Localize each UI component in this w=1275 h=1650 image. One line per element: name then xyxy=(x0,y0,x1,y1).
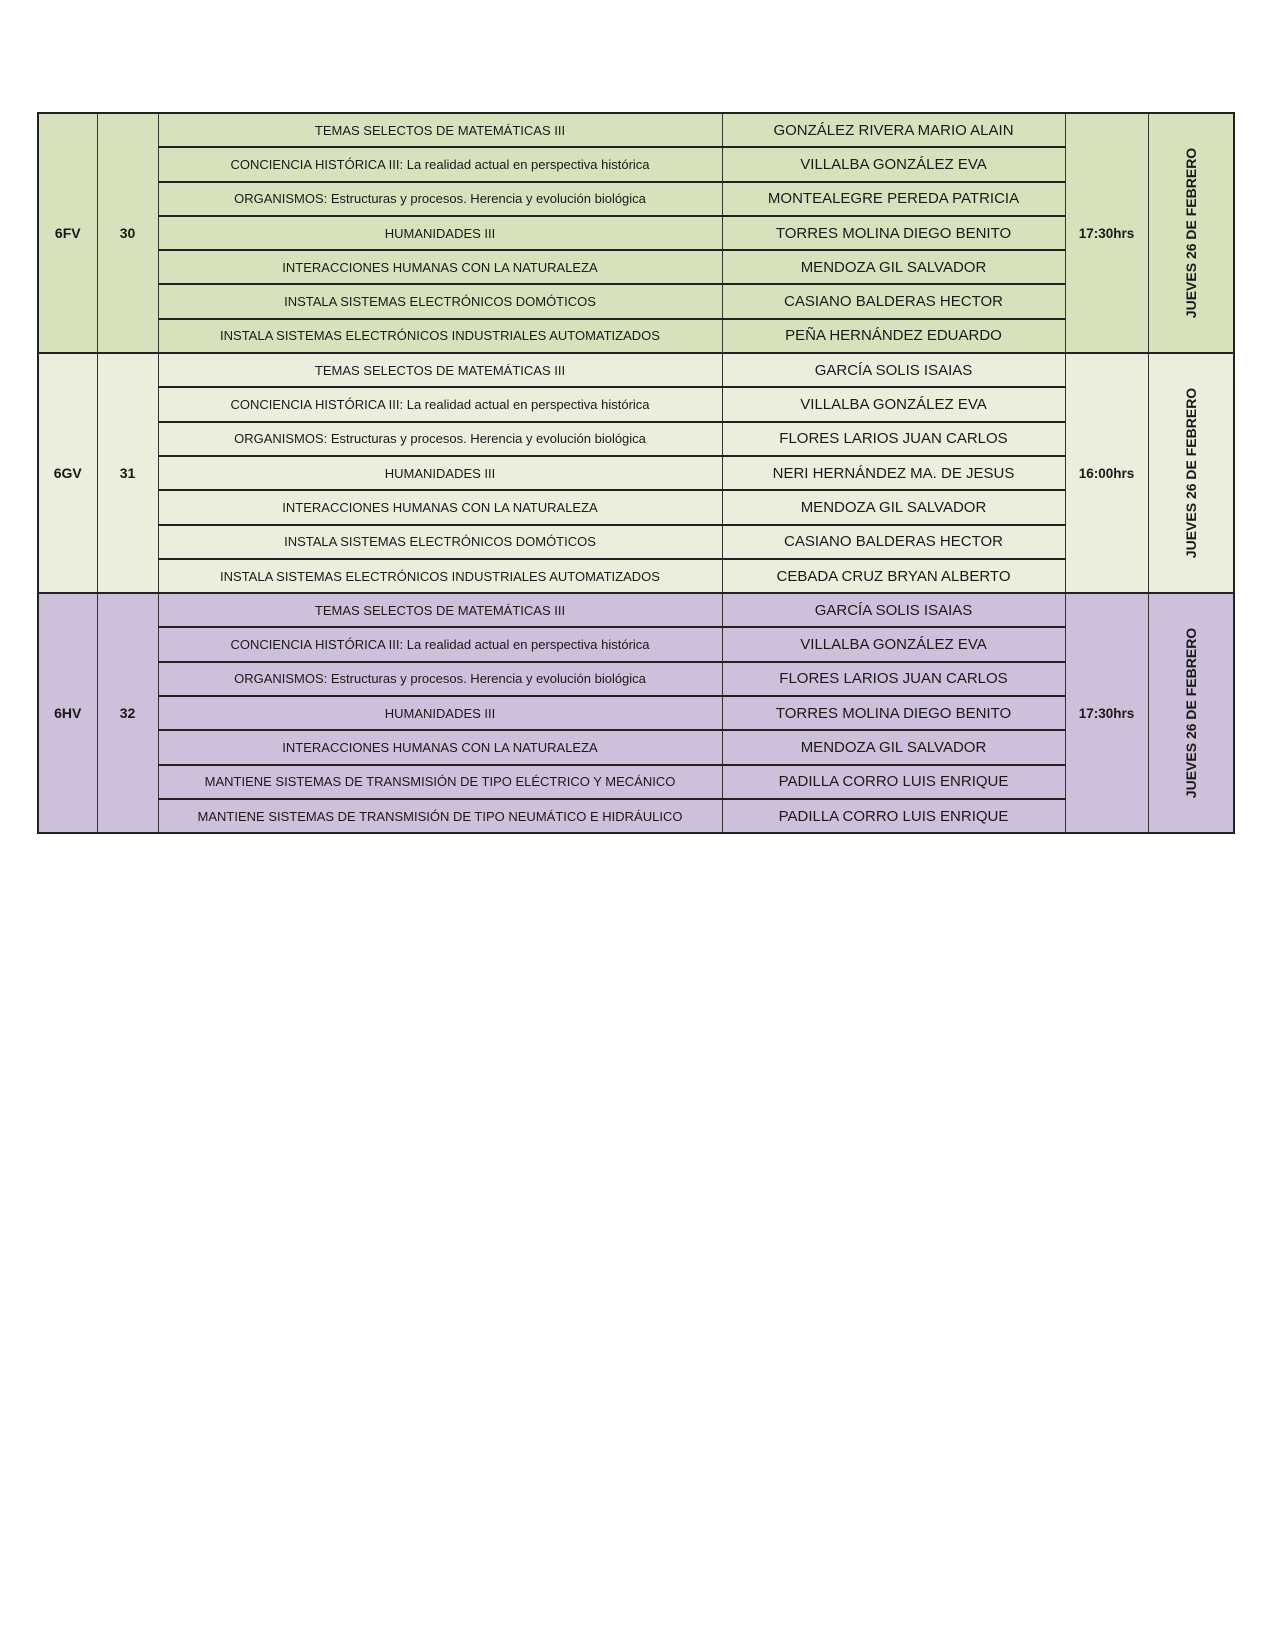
group-code: 6FV xyxy=(38,113,97,353)
subject-cell: TEMAS SELECTOS DE MATEMÁTICAS III xyxy=(158,113,722,147)
teacher-cell: MENDOZA GIL SALVADOR xyxy=(722,490,1065,524)
table-row xyxy=(38,387,1234,421)
subject-cell: TEMAS SELECTOS DE MATEMÁTICAS III xyxy=(158,593,722,627)
subject-cell: HUMANIDADES III xyxy=(158,216,722,250)
group-block xyxy=(38,353,1234,593)
table-row xyxy=(38,593,1234,627)
teacher-cell: FLORES LARIOS JUAN CARLOS xyxy=(722,422,1065,456)
subject-cell: CONCIENCIA HISTÓRICA III: La realidad actual en perspectiva histórica xyxy=(158,147,722,181)
teacher-cell: MENDOZA GIL SALVADOR xyxy=(722,250,1065,284)
teacher-cell: FLORES LARIOS JUAN CARLOS xyxy=(722,662,1065,696)
table-row xyxy=(38,182,1234,216)
table-row xyxy=(38,353,1234,387)
teacher-cell: CASIANO BALDERAS HECTOR xyxy=(722,284,1065,318)
table-row xyxy=(38,559,1234,593)
table-row xyxy=(38,113,1234,147)
exam-date-cell xyxy=(1148,113,1234,353)
table-row xyxy=(38,456,1234,490)
teacher-cell: TORRES MOLINA DIEGO BENITO xyxy=(722,696,1065,730)
subject-cell: CONCIENCIA HISTÓRICA III: La realidad actual en perspectiva histórica xyxy=(158,627,722,661)
exam-schedule-table xyxy=(37,112,1235,834)
teacher-cell: CASIANO BALDERAS HECTOR xyxy=(722,525,1065,559)
table-row xyxy=(38,319,1234,353)
table-row xyxy=(38,662,1234,696)
exam-date: JUEVES 26 DE FEBRERO xyxy=(1182,147,1199,319)
teacher-cell: CEBADA CRUZ BRYAN ALBERTO xyxy=(722,559,1065,593)
teacher-cell: PADILLA CORRO LUIS ENRIQUE xyxy=(722,799,1065,833)
subject-cell: TEMAS SELECTOS DE MATEMÁTICAS III xyxy=(158,353,722,387)
subject-cell: HUMANIDADES III xyxy=(158,696,722,730)
subject-cell: INSTALA SISTEMAS ELECTRÓNICOS INDUSTRIALES AUTOMATIZADOS xyxy=(158,559,722,593)
table-row xyxy=(38,627,1234,661)
group-number: 31 xyxy=(97,353,158,593)
exam-date-cell xyxy=(1148,593,1234,833)
table-row xyxy=(38,730,1234,764)
exam-date: JUEVES 26 DE FEBRERO xyxy=(1182,627,1199,799)
teacher-cell: NERI HERNÁNDEZ MA. DE JESUS xyxy=(722,456,1065,490)
exam-time: 17:30hrs xyxy=(1065,113,1148,353)
teacher-cell: GONZÁLEZ RIVERA MARIO ALAIN xyxy=(722,113,1065,147)
table-row xyxy=(38,799,1234,833)
subject-cell: INSTALA SISTEMAS ELECTRÓNICOS DOMÓTICOS xyxy=(158,525,722,559)
group-code: 6GV xyxy=(38,353,97,593)
subject-cell: INSTALA SISTEMAS ELECTRÓNICOS INDUSTRIALES AUTOMATIZADOS xyxy=(158,319,722,353)
exam-date-cell xyxy=(1148,353,1234,593)
teacher-cell: MONTEALEGRE PEREDA PATRICIA xyxy=(722,182,1065,216)
exam-time: 17:30hrs xyxy=(1065,593,1148,833)
subject-cell: ORGANISMOS: Estructuras y procesos. Herencia y evolución biológica xyxy=(158,182,722,216)
teacher-cell: VILLALBA GONZÁLEZ EVA xyxy=(722,387,1065,421)
exam-date: JUEVES 26 DE FEBRERO xyxy=(1182,387,1199,559)
table-row xyxy=(38,525,1234,559)
teacher-cell: MENDOZA GIL SALVADOR xyxy=(722,730,1065,764)
subject-cell: MANTIENE SISTEMAS DE TRANSMISIÓN DE TIPO NEUMÁTICO E HIDRÁULICO xyxy=(158,799,722,833)
table-row xyxy=(38,250,1234,284)
subject-cell: MANTIENE SISTEMAS DE TRANSMISIÓN DE TIPO ELÉCTRICO Y MECÁNICO xyxy=(158,765,722,799)
table-row xyxy=(38,422,1234,456)
teacher-cell: GARCÍA SOLIS ISAIAS xyxy=(722,353,1065,387)
teacher-cell: GARCÍA SOLIS ISAIAS xyxy=(722,593,1065,627)
teacher-cell: TORRES MOLINA DIEGO BENITO xyxy=(722,216,1065,250)
subject-cell: CONCIENCIA HISTÓRICA III: La realidad actual en perspectiva histórica xyxy=(158,387,722,421)
teacher-cell: PEÑA HERNÁNDEZ EDUARDO xyxy=(722,319,1065,353)
table-row xyxy=(38,490,1234,524)
group-code: 6HV xyxy=(38,593,97,833)
exam-time: 16:00hrs xyxy=(1065,353,1148,593)
group-number: 32 xyxy=(97,593,158,833)
subject-cell: INTERACCIONES HUMANAS CON LA NATURALEZA xyxy=(158,490,722,524)
table-row xyxy=(38,216,1234,250)
table-row xyxy=(38,284,1234,318)
subject-cell: ORGANISMOS: Estructuras y procesos. Herencia y evolución biológica xyxy=(158,662,722,696)
group-block xyxy=(38,113,1234,353)
teacher-cell: VILLALBA GONZÁLEZ EVA xyxy=(722,627,1065,661)
table-row xyxy=(38,765,1234,799)
table-row xyxy=(38,147,1234,181)
table-row xyxy=(38,696,1234,730)
subject-cell: HUMANIDADES III xyxy=(158,456,722,490)
subject-cell: ORGANISMOS: Estructuras y procesos. Herencia y evolución biológica xyxy=(158,422,722,456)
subject-cell: INTERACCIONES HUMANAS CON LA NATURALEZA xyxy=(158,730,722,764)
subject-cell: INTERACCIONES HUMANAS CON LA NATURALEZA xyxy=(158,250,722,284)
group-number: 30 xyxy=(97,113,158,353)
subject-cell: INSTALA SISTEMAS ELECTRÓNICOS DOMÓTICOS xyxy=(158,284,722,318)
teacher-cell: PADILLA CORRO LUIS ENRIQUE xyxy=(722,765,1065,799)
teacher-cell: VILLALBA GONZÁLEZ EVA xyxy=(722,147,1065,181)
group-block xyxy=(38,593,1234,833)
